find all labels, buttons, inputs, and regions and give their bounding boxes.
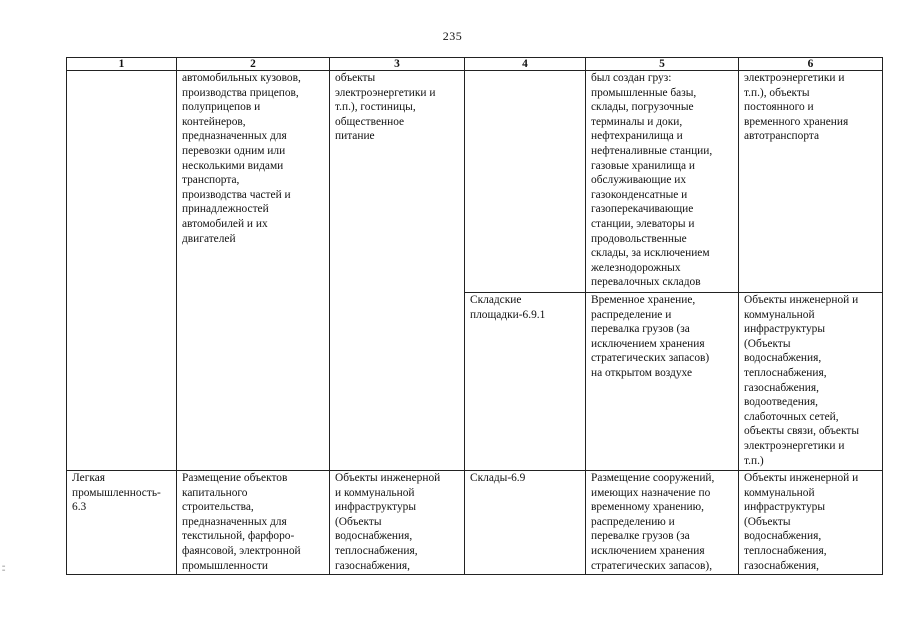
table-cell [739, 71, 883, 293]
column-header-2: 2 [177, 58, 330, 71]
table-header-row [67, 58, 883, 71]
column-header-3: 3 [330, 58, 465, 71]
cell-text: Объекты инженерной и коммунальной инфраструктуры (Объекты водоснабжения, теплоснабжения, газоснабжения, [744, 472, 859, 572]
table-cell [739, 471, 883, 575]
table-cell [465, 71, 586, 293]
table-cell [586, 471, 739, 575]
cell-text: автомобильных кузовов, производства прицепов, полуприцепов и контейнеров, предназначенных для перевозки одним или несколькими видами транспорта, производства частей и принадлежностей автомобилей и их двигателей [182, 72, 301, 245]
table-row [67, 71, 883, 293]
table-cell [586, 71, 739, 293]
cell-text: Размещение объектов капитального строительства, предназначенных для текстильной, фарфоро- фаянсовой, электронной промышленности [182, 472, 301, 572]
column-header-1: 1 [67, 58, 177, 71]
table-cell [67, 471, 177, 575]
cell-text: Складские площадки-6.9.1 [470, 294, 546, 321]
cell-text: электроэнергетики и т.п.), объекты постоянного и временного хранения автотранспорта [744, 72, 849, 143]
cell-text: объекты электроэнергетики и т.п.), гостиницы, общественное питание [335, 72, 436, 143]
cell-text: Объекты инженерной и коммунальной инфраструктуры (Объекты водоснабжения, теплоснабжения, газоснабжения, водоотведения, слаботочных сетей, объекты связи, объекты электроэнергетики и т.п.) [744, 294, 859, 467]
table-cell [330, 71, 465, 471]
table-cell [465, 471, 586, 575]
table-row [67, 471, 883, 575]
table-cell [586, 293, 739, 471]
table-cell [67, 71, 177, 471]
table-cell [177, 71, 330, 471]
cell-text: Легкая промышленность- 6.3 [72, 472, 161, 514]
table-cell [330, 471, 465, 575]
cell-text: был создан груз: промышленные базы, склады, погрузочные терминалы и доки, нефтехранилища и нефтеналивные станции, газовые хранилища и обслуживающие их газоконденсатные и газоперекачивающие станции, элеваторы и продовольственные склады, за исключением железнодорожных перевалочных складов [591, 72, 713, 289]
zoning-table [66, 57, 883, 575]
cell-text: Склады-6.9 [470, 472, 526, 484]
cell-text: Временное хранение, распределение и перевалка грузов (за исключением хранения стратегических запасов) на открытом воздухе [591, 294, 710, 379]
table-cell [177, 471, 330, 575]
column-header-5: 5 [586, 58, 739, 71]
page-number: 235 [442, 29, 463, 43]
cell-text: Размещение сооружений, имеющих назначение по временному хранению, распределению и перевалке грузов (за исключением хранения стратегических запасов), [591, 472, 715, 572]
cell-text: Объекты инженерной и коммунальной инфраструктуры (Объекты водоснабжения, теплоснабжения, газоснабжения, [335, 472, 441, 572]
column-header-6: 6 [739, 58, 883, 71]
table-cell [739, 293, 883, 471]
margin-mark: ≡ ≡ [2, 564, 5, 574]
column-header-4: 4 [465, 58, 586, 71]
table-cell [465, 293, 586, 471]
